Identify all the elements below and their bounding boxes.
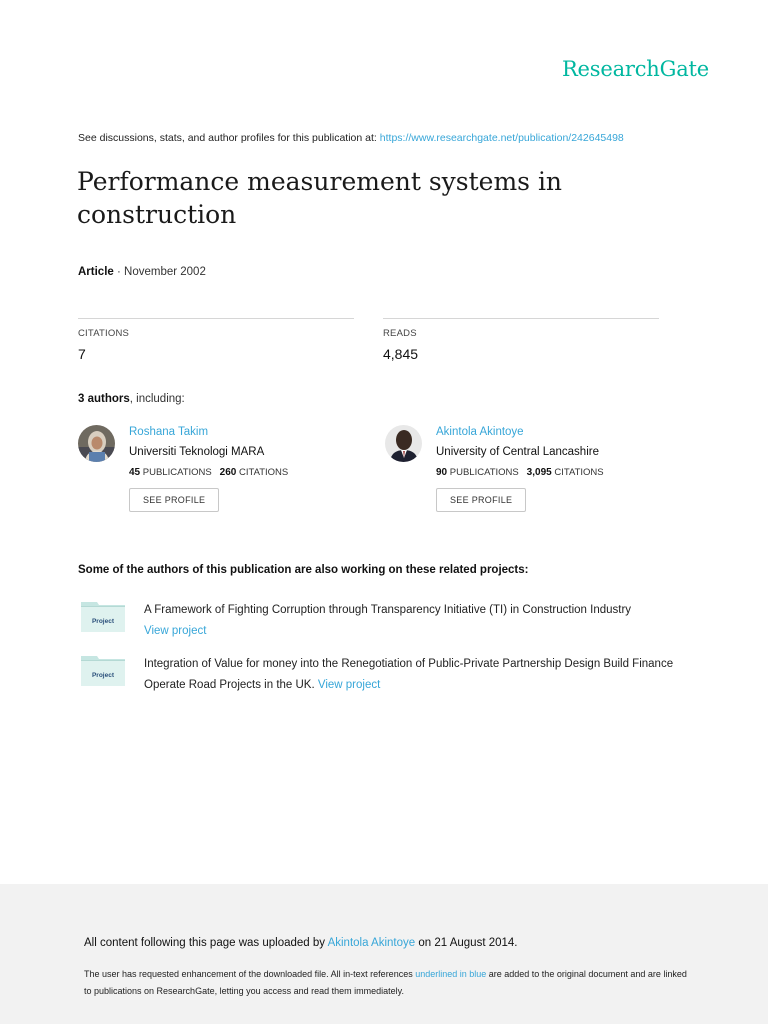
project-description — [144, 600, 674, 642]
underlined-link[interactable]: underlined in blue — [415, 969, 487, 979]
citations-count: 260 — [219, 467, 237, 478]
upload-prefix: All content following this page was uploaded by — [84, 937, 328, 949]
reads-stat — [383, 318, 659, 362]
enhancement-note — [84, 966, 694, 1000]
author-name-link[interactable]: Akintola Akintoye — [436, 426, 524, 438]
project-folder-icon[interactable] — [81, 654, 125, 686]
uploader-link[interactable]: Akintola Akintoye — [327, 937, 416, 949]
author-info — [436, 425, 604, 512]
publications-count: 90 — [436, 467, 448, 478]
author-stats — [129, 467, 288, 478]
page-title: Performance measurement systems in construction — [77, 167, 563, 229]
researchgate-logo[interactable]: ResearchGate — [561, 57, 709, 81]
reads-value: 4,845 — [383, 346, 419, 362]
note-prefix: The user has requested enhancement of the downloaded file. All in-text references — [84, 969, 416, 979]
note-suffix: are added to the original document and are linked to publications on ResearchGate, letting you access and read them immediately. — [84, 969, 687, 996]
avatar[interactable] — [385, 425, 422, 462]
avatar[interactable] — [78, 425, 115, 462]
publication-url-link[interactable]: https://www.researchgate.net/publication/242645498 — [379, 132, 624, 144]
view-project-link[interactable]: View project — [317, 679, 381, 691]
author-photo-icon — [385, 425, 422, 462]
authors-suffix: , including: — [129, 393, 185, 405]
citations-value: 7 — [78, 346, 86, 362]
reads-label: READS — [383, 328, 417, 339]
article-type: Article — [78, 266, 114, 278]
citations-count: 3,095 — [526, 467, 552, 478]
publications-label: PUBLICATIONS — [142, 467, 212, 478]
upload-info — [84, 937, 517, 949]
project-description — [144, 654, 674, 696]
project-folder-icon[interactable] — [81, 600, 125, 632]
authors-count: 3 authors — [78, 393, 130, 405]
related-projects-header: Some of the authors of this publication are also working on these related projects: — [78, 564, 529, 576]
citations-count-label: CITATIONS — [554, 467, 604, 478]
project-icon-label: Project — [91, 618, 115, 625]
discussion-line — [78, 132, 624, 144]
upload-suffix: on 21 August 2014. — [415, 937, 518, 949]
article-meta — [78, 266, 206, 278]
see-profile-button[interactable]: SEE PROFILE — [129, 488, 219, 512]
authors-header — [78, 393, 185, 405]
view-project-link[interactable]: View project — [144, 625, 207, 637]
project-icon-label: Project — [91, 672, 115, 679]
project-title: A Framework of Fighting Corruption through Transparency Initiative (TI) in Construction Industry — [144, 604, 632, 616]
author-institution: Universiti Teknologi MARA — [129, 446, 265, 458]
footer — [0, 884, 768, 1024]
publications-label: PUBLICATIONS — [449, 467, 519, 478]
project-title: Integration of Value for money into the Renegotiation of Public-Private Partnership Design Build Finance Operate Road Projects in the UK. — [144, 658, 674, 691]
author-info — [129, 425, 288, 512]
article-date: · November 2002 — [113, 266, 206, 278]
author-institution: University of Central Lancashire — [436, 446, 599, 458]
author-name-link[interactable]: Roshana Takim — [129, 426, 209, 438]
citations-stat — [78, 318, 354, 362]
citations-label: CITATIONS — [78, 328, 130, 339]
see-profile-button[interactable]: SEE PROFILE — [436, 488, 526, 512]
citations-count-label: CITATIONS — [239, 467, 289, 478]
publications-count: 45 — [129, 467, 141, 478]
author-photo-icon — [78, 425, 115, 462]
author-stats — [436, 467, 604, 478]
discussion-text: See discussions, stats, and author profiles for this publication at: — [78, 132, 377, 144]
